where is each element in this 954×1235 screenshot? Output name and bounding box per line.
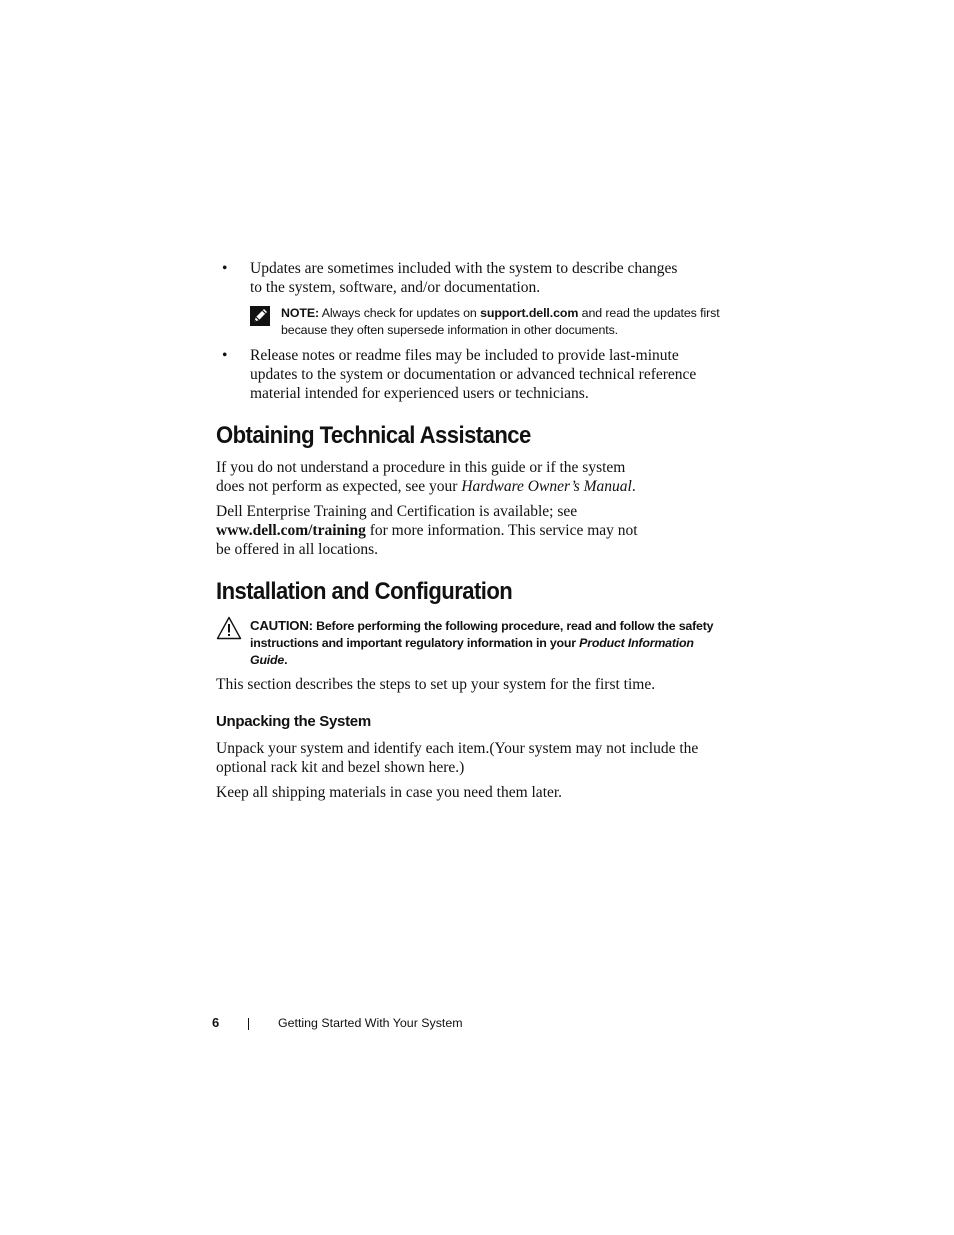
note-pencil-icon — [250, 306, 270, 326]
installation-intro: This section describes the steps to set up your system for the first time. — [216, 676, 656, 693]
hardware-manual-title: Hardware Owner’s Manual — [461, 478, 632, 495]
page-number: 6 — [212, 1015, 220, 1030]
section-heading-assistance: Obtaining Technical Assistance — [216, 422, 531, 449]
note-text-before-link: Always check for updates on — [319, 306, 481, 320]
bullet-symbol: • — [222, 260, 228, 277]
assistance-para1-text: If you do not understand a procedure in this guide or if the system does not perform as expected, see your — [216, 459, 626, 495]
unpacking-paragraph-2: Keep all shipping materials in case you need them later. — [216, 784, 563, 801]
caution-triangle-icon — [216, 616, 242, 640]
note-text — [281, 305, 721, 339]
assistance-para2-text: Dell Enterprise Training and Certification is available; see — [216, 503, 578, 520]
subsection-heading-unpacking: Unpacking the System — [216, 713, 371, 730]
note-text-after-link: and read the updates first because they often supersede information in other documents. — [281, 306, 720, 337]
training-link[interactable]: www.dell.com/training — [216, 522, 366, 539]
bullet-text: Updates are sometimes included with the system to describe changes to the system, software, and/or documentation. — [250, 260, 678, 296]
product-info-guide-title: Product Information Guide — [250, 636, 694, 667]
support-link[interactable]: support.dell.com — [480, 306, 579, 320]
caution-label: CAUTION: — [250, 618, 313, 633]
note-label: NOTE: — [281, 306, 320, 320]
assistance-para1-end: . — [631, 478, 636, 495]
bullet-text: Release notes or readme files may be included to provide last-minute updates to the system or documentation or advanced technical reference material intended for experienced users or technicians. — [250, 347, 697, 402]
unpacking-paragraph-1: Unpack your system and identify each item.(Your system may not include the optional rack kit and bezel shown here.) — [216, 740, 699, 776]
assistance-paragraph-1 — [216, 458, 656, 496]
assistance-paragraph-2 — [216, 502, 656, 559]
caution-text-end: . — [284, 653, 288, 667]
footer-doc-title: Getting Started With Your System — [278, 1016, 463, 1030]
assistance-para2-end: for more information. This service may not be offered in all locations. — [216, 522, 638, 558]
caution-text-main: Before performing the following procedure, read and follow the safety instructions and important regulatory information in your — [250, 619, 714, 650]
caution-text — [250, 617, 720, 669]
bullet-symbol: • — [222, 347, 228, 364]
section-heading-installation: Installation and Configuration — [216, 578, 513, 605]
footer-separator — [248, 1018, 249, 1030]
